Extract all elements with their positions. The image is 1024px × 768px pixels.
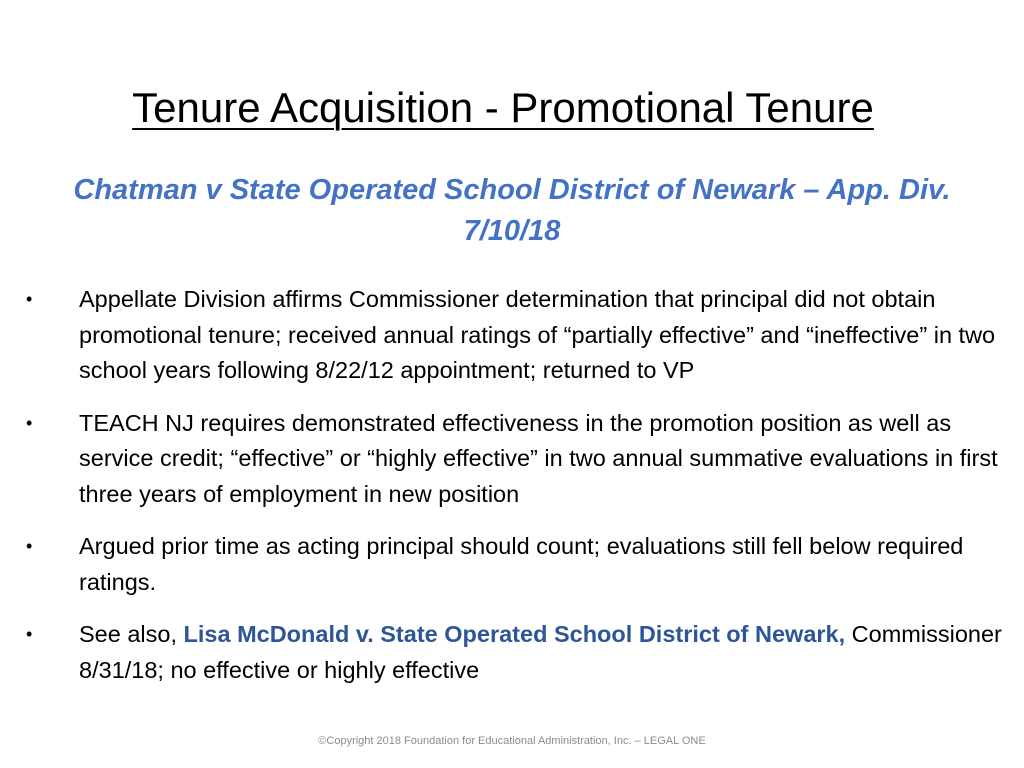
bullet-text: TEACH NJ requires demonstrated effectiveness in the promotion position as well as service credit; “effective” or “highly effective” in two annual summative evaluations in first three years of employment in new position: [79, 409, 998, 507]
bullet-icon: •: [26, 536, 33, 556]
bullet-icon: •: [26, 289, 33, 309]
bullet-item-acting-principal: [0, 529, 1024, 600]
bullet-text: Appellate Division affirms Commissioner determination that principal did not obtain promotional tenure; received annual ratings of “partially effective” and “ineffective” in two school years following 8/22/12 appointment; returned to VP: [79, 286, 996, 383]
bullet-icon: •: [26, 412, 33, 433]
bullet-item-see-also: [0, 617, 1024, 688]
bullet-item-teach-nj: [0, 406, 1024, 513]
bullet-suffix: Commissioner 8/31/18; no effective or highly effective: [79, 621, 1002, 683]
bullet-list: [0, 282, 1024, 688]
case-reference: Lisa McDonald v. State Operated School District of Newark,: [183, 621, 846, 647]
slide-title: Tenure Acquisition - Promotional Tenure: [132, 84, 874, 131]
case-citation: Chatman v State Operated School District of Newark – App. Div. 7/10/18: [73, 174, 951, 247]
bullet-prefix: See also,: [79, 621, 184, 647]
bullet-text: Argued prior time as acting principal should count; evaluations still fell below required ratings.: [79, 533, 964, 595]
bullet-icon: •: [26, 624, 33, 644]
bullet-item-affirms: [0, 282, 1024, 389]
copyright-footer: ©Copyright 2018 Foundation for Educational Administration, Inc. – LEGAL ONE: [318, 735, 706, 747]
